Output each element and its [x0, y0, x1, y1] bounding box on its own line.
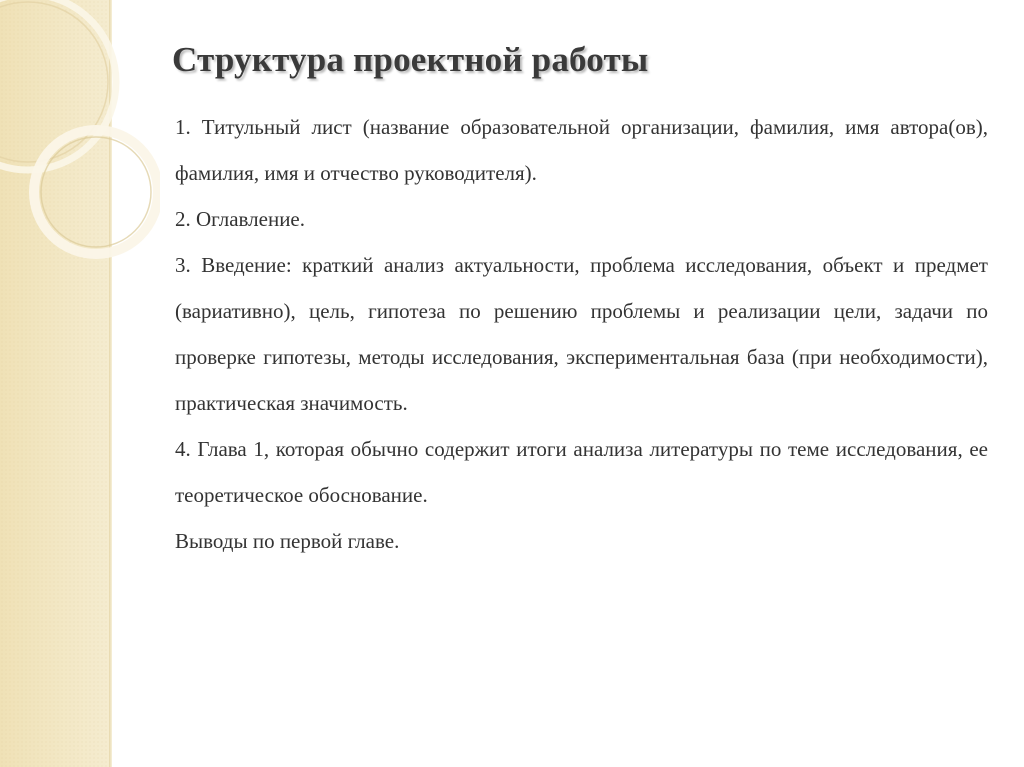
slide-title: Структура проектной работы: [172, 40, 649, 79]
list-item-conclusions: Выводы по первой главе.: [175, 529, 400, 553]
decorative-circle-small-inner: [41, 137, 151, 247]
list-item-introduction: 3. Введение: краткий анализ актуальности, проблема исследования, объект и предмет (вариативно), цель, гипотеза по решению проблемы и реализации цели, задачи по проверке гипотезы, методы исследования, экспериментальная база (при необходимости), практическая значимость.: [175, 253, 988, 415]
list-item-contents: 2. Оглавление.: [175, 207, 305, 231]
decorative-circle-small: [34, 130, 158, 254]
list-item-title-page: 1. Титульный лист (название образовательной организации, фамилия, имя автора(ов), фамилия, имя и отчество руководителя).: [175, 115, 988, 185]
list-item-chapter-1: 4. Глава 1, которая обычно содержит итоги анализа литературы по теме исследования, ее теоретическое обоснование.: [175, 437, 988, 507]
decorative-circles: [0, 0, 160, 320]
slide-content: [175, 104, 988, 564]
